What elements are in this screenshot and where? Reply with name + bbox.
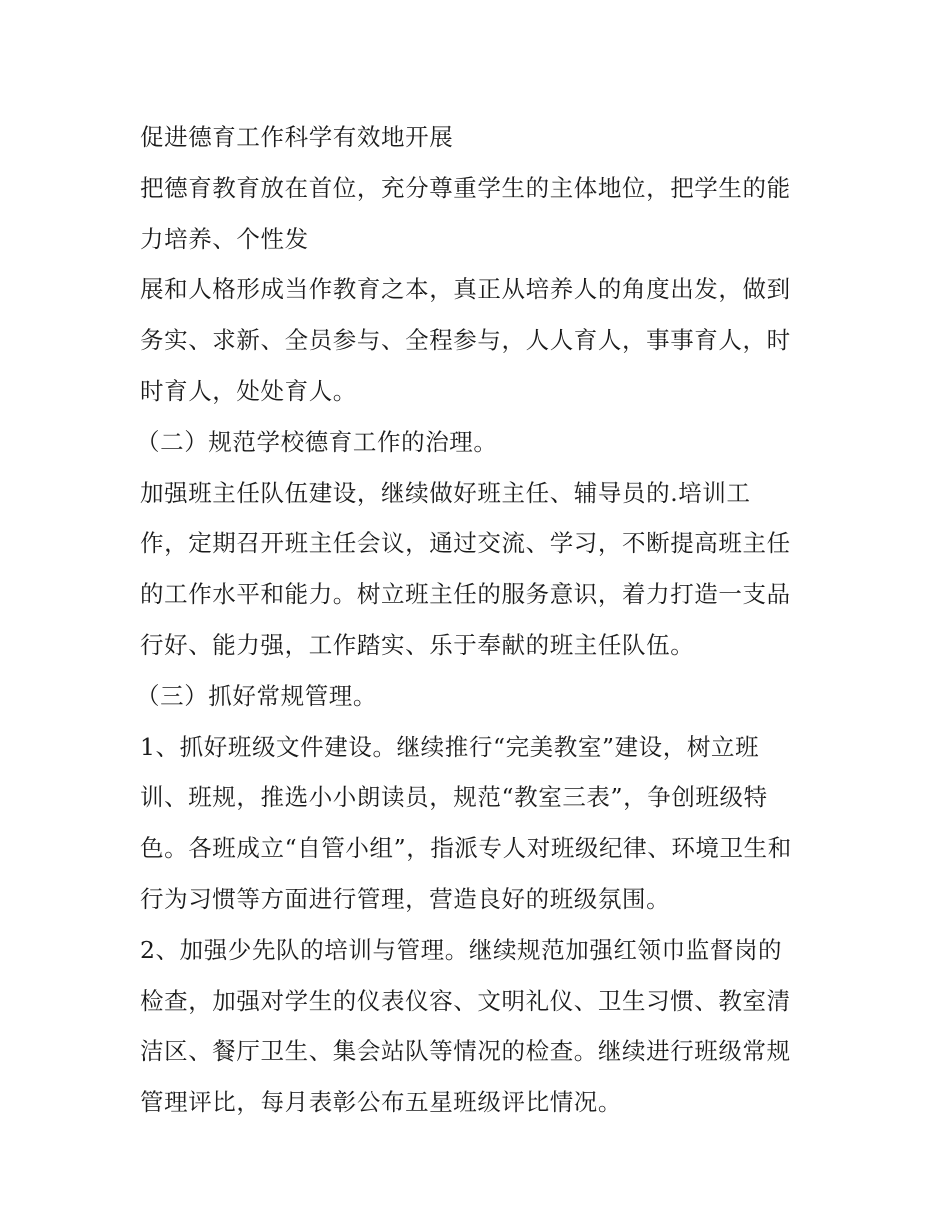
section-heading: （二）规范学校德育工作的治理。 — [136, 427, 498, 456]
text-line: 展和人格形成当作教育之本，真正从培养人的角度出发，做到 — [140, 275, 791, 304]
text-line: 行好、能力强，工作踏实、乐于奉献的班主任队伍。 — [140, 630, 695, 659]
text-line: 色。各班成立“自管小组”，指派专人对班级纪律、环境卫生和 — [140, 834, 792, 863]
text-line: 1、抓好班级文件建设。继续推行“完美教室”建设，树立班 — [140, 732, 760, 761]
text-line: 洁区、餐厅卫生、集会站队等情况的检查。继续进行班级常规 — [140, 1037, 791, 1066]
section-heading: （三）抓好常规管理。 — [136, 681, 377, 710]
text-line: 作，定期召开班主任会议，通过交流、学习，不断提高班主任 — [140, 529, 791, 558]
text-line: 行为习惯等方面进行管理，营造良好的班级氛围。 — [140, 884, 671, 913]
text-line: 检查，加强对学生的仪表仪容、文明礼仪、卫生习惯、教室清 — [140, 986, 791, 1015]
text-line: 促进德育工作科学有效地开展 — [140, 123, 454, 151]
text-line: 2、加强少先队的培训与管理。继续规范加强红领巾监督岗的 — [140, 935, 783, 964]
text-line: 力培养、个性发 — [140, 224, 309, 253]
text-line: 训、班规，推选小小朗读员，规范“教室三表”，争创班级特 — [140, 783, 768, 812]
text-line: 加强班主任队伍建设，继续做好班主任、辅导员的.培训工 — [140, 478, 751, 507]
text-line: 的工作水平和能力。树立班主任的服务意识，着力打造一支品 — [140, 580, 791, 609]
document-body — [136, 112, 820, 1128]
text-line: 时育人，处处育人。 — [140, 376, 357, 405]
text-line: 管理评比，每月表彰公布五星班级评比情况。 — [140, 1088, 622, 1117]
text-line: 务实、求新、全员参与、全程参与，人人育人，事事育人，时 — [140, 326, 791, 355]
text-line: 把德育教育放在首位，充分尊重学生的主体地位，把学生的能 — [140, 173, 791, 202]
